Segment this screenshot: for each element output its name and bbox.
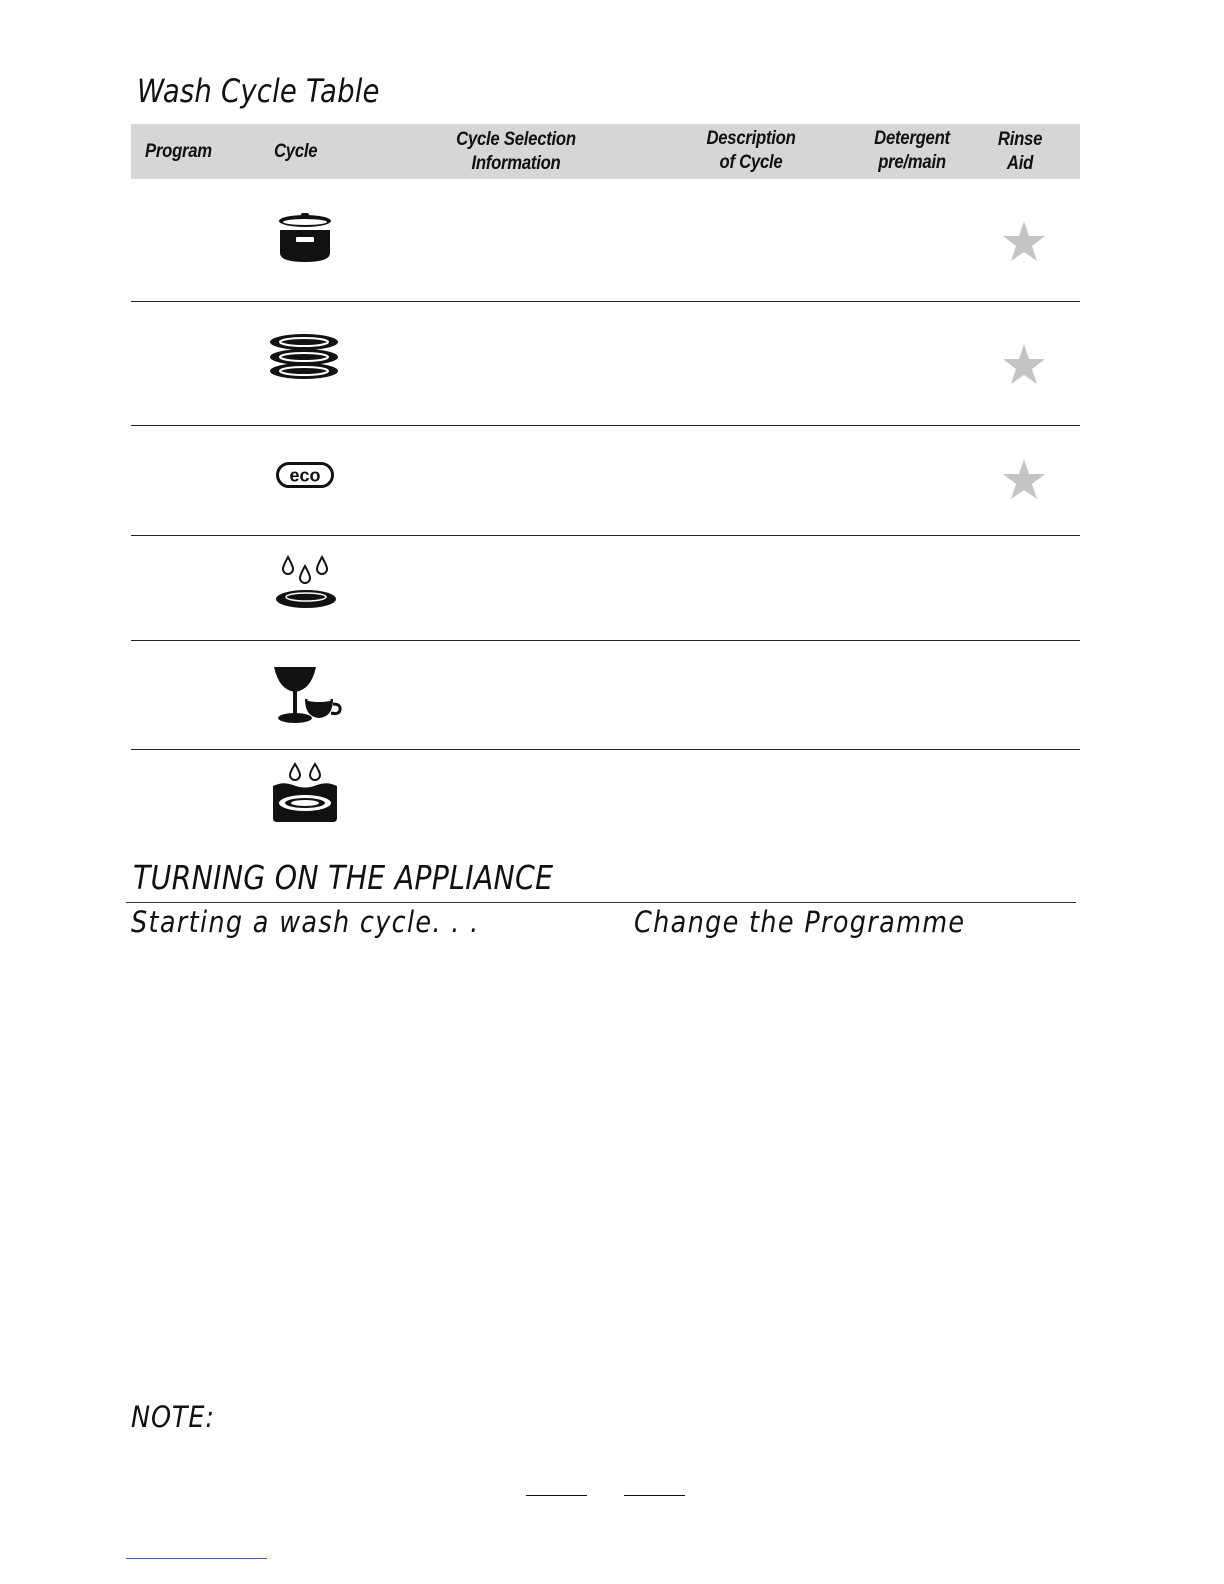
star-icon <box>1002 220 1046 262</box>
eco-icon <box>276 462 334 488</box>
row-divider <box>131 301 1080 302</box>
header-detergent: Detergent pre/main <box>874 128 950 173</box>
row-divider <box>131 535 1080 536</box>
link-underline <box>126 1558 267 1559</box>
note-label: NOTE: <box>131 1400 215 1434</box>
pot-icon <box>276 213 334 265</box>
header-cycle-selection-information: Cycle Selection Information <box>456 129 576 174</box>
row-divider <box>131 749 1080 750</box>
header-rinse-aid: Rinse Aid <box>997 129 1043 174</box>
glass-cup-icon <box>273 664 343 726</box>
table-header <box>131 124 1080 179</box>
drops-plate-icon <box>274 554 338 612</box>
soak-plate-icon <box>271 760 339 824</box>
row-divider <box>131 425 1080 426</box>
header-description-of-cycle: Description of Cycle <box>706 128 796 173</box>
page-title: Wash Cycle Table <box>137 72 380 110</box>
section-title: TURNING ON THE APPLIANCE <box>133 858 554 897</box>
starting-wash-cycle-heading: Starting a wash cycle. . . <box>131 905 480 939</box>
section-divider <box>126 902 1076 903</box>
star-icon <box>1002 458 1046 500</box>
svg-text:eco: eco <box>289 465 321 486</box>
change-programme-heading: Change the Programme <box>634 905 966 939</box>
star-icon <box>1002 343 1046 385</box>
stacked-plates-icon <box>268 333 340 383</box>
header-cycle: Cycle <box>274 141 318 162</box>
footer-rule <box>624 1495 685 1496</box>
header-program: Program <box>145 141 212 162</box>
row-divider <box>131 640 1080 641</box>
footer-rule <box>526 1495 587 1496</box>
